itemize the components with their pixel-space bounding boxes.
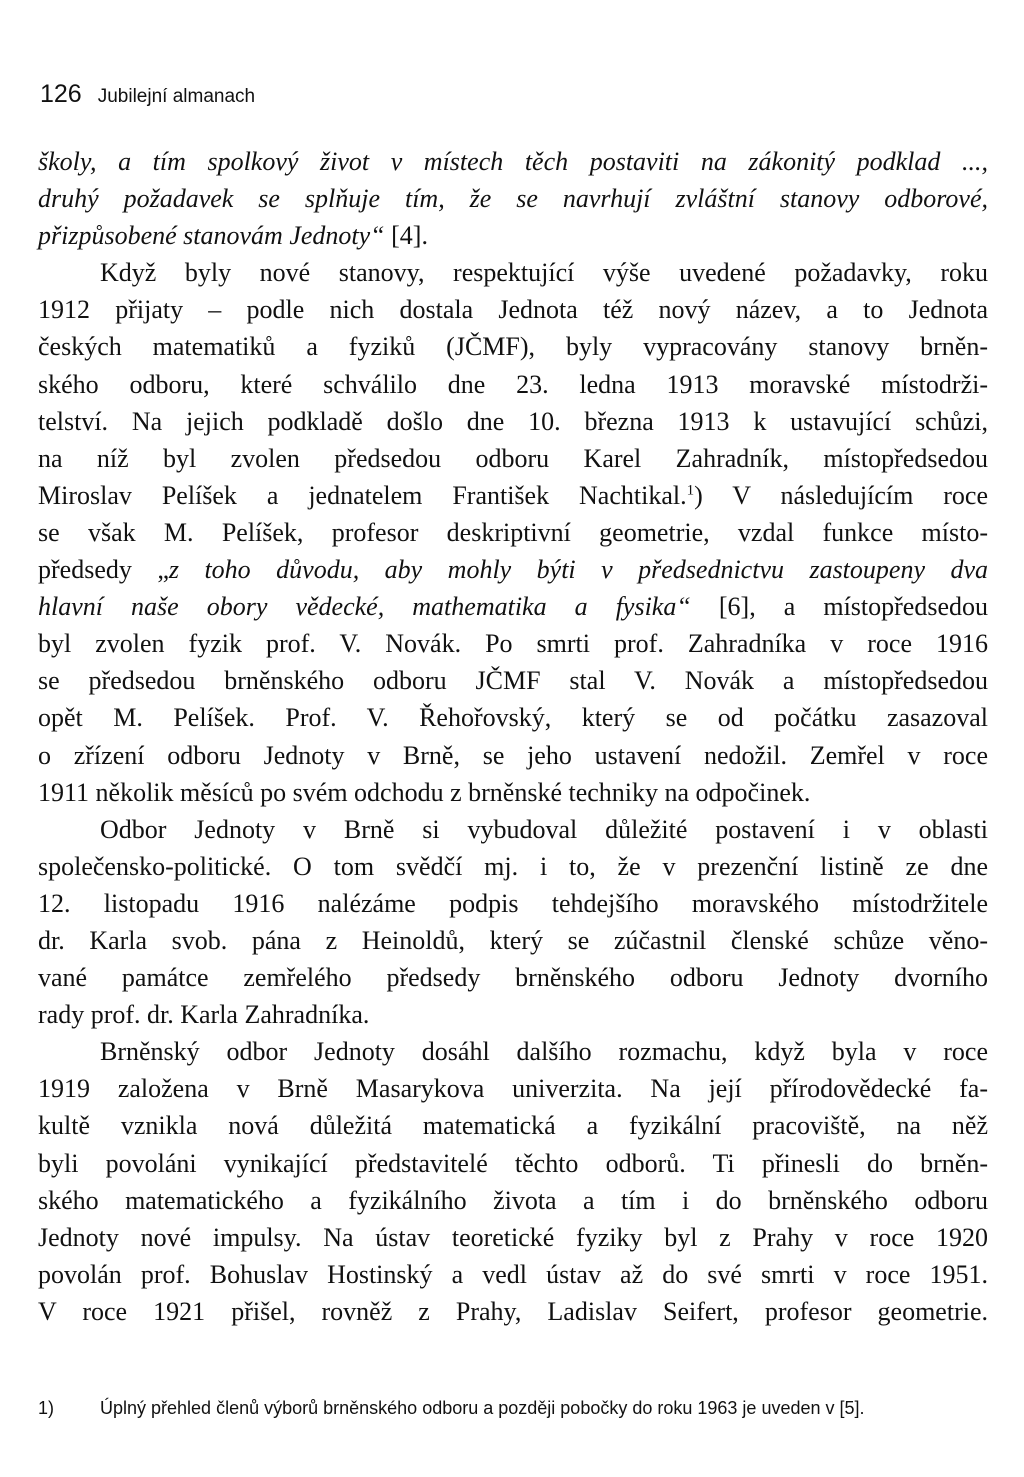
paragraph-start-line: Brněnský odbor Jednoty dosáhl dalšího rozmachu, když byla v roce [100,1037,988,1067]
footnote [38,1398,988,1419]
quote-text: druhý požadavek se splňuje tím, že se navrhují zvláštní stanovy odborové, [38,184,988,214]
text-line: společensko-politické. O tom svědčí mj. i to, že v prezenční listině ze dne [38,851,988,881]
quote-text: školy, a tím spolkový život v místech těch postaviti na zákonitý podklad ..., [38,147,988,176]
text-line: rady prof. dr. Karla Zahradníka. [38,1000,370,1030]
text-line: vané památce zemřelého předsedy brněnského odboru Jednoty dvorního [38,963,988,993]
text-line [38,180,988,217]
text-line: se však M. Pelíšek, profesor deskriptivní geometrie, vzdal funkce místo- [38,517,988,547]
text-segment: [6], a místopředsedou [690,592,988,622]
text-line [38,551,988,588]
text-line: 12. listopadu 1916 nalézáme podpis tehdejšího moravského místodržitele [38,888,988,918]
text-line: byli povoláni vynikající představitelé těchto odborů. Ti přinesli do brněn- [38,1148,988,1178]
text-line: kultě vznikla nová důležitá matematická a fyzikální pracoviště, na něž [38,1111,988,1141]
text-line: dr. Karla svob. pána z Heinoldů, který se zúčastnil členské schůze věno- [38,925,988,955]
text-line: byl zvolen fyzik prof. V. Novák. Po smrti prof. Zahradníka v roce 1916 [38,629,988,659]
running-title: Jubilejní almanach [97,86,256,107]
text-line [38,588,988,625]
text-segment: Miroslav Pelíšek a jednatelem František Nachtikal. [38,480,687,510]
text-line: telství. Na jejich podkladě došlo dne 10. března 1913 k ustavující schůzi, [38,406,988,436]
text-line: ského matematického a fyzikálního života a tím i do brněnského odboru [38,1185,988,1215]
text-line [38,217,988,254]
main-text [38,143,988,1330]
text-line: opět M. Pelíšek. Prof. V. Řehořovský, který se od počátku zasazoval [38,703,988,733]
footnote-text: Úplný přehled členů výborů brněnského odboru a později pobočky do roku 1963 je uveden v [5]. [100,1398,865,1418]
quote-text: hlavní naše obory vědecké, mathematika a fysika“ [38,592,691,622]
paragraph-start-line: Odbor Jednoty v Brně si vybudoval důležité postavení i v oblasti [100,814,988,844]
text-line [38,477,988,514]
text-line: o zřízení odboru Jednoty v Brně, se jeho ustavení nedožil. Zemřel v roce [38,740,988,770]
text-line: Jednoty nové impulsy. Na ústav teoretické fyziky byl z Prahy v roce 1920 [38,1222,988,1252]
text-line: ského odboru, které schválilo dne 23. ledna 1913 moravské místodrži- [38,369,988,399]
text-line: povolán prof. Bohuslav Hostinský a vedl ústav až do své smrti v roce 1951. [38,1259,988,1289]
text-line: na níž byl zvolen předsedou odboru Karel Zahradník, místopředsedou [38,443,988,473]
text-line [38,143,988,180]
footnote-ref: 1 [686,482,695,499]
text-segment: předsedy „ [38,555,169,585]
footnote-marker: 1) [38,1398,55,1418]
page-header [40,80,255,109]
text-line: českých matematiků a fyziků (JČMF), byly vypracovány stanovy brněn- [38,332,988,362]
text-line: se předsedou brněnského odboru JČMF stal V. Novák a místopředsedou [38,666,988,696]
text-line: V roce 1921 přišel, rovněž z Prahy, Ladislav Seifert, profesor geometrie. [38,1296,988,1326]
quote-text: z toho důvodu, aby mohly býti v předsednictvu zastoupeny dva [168,555,988,585]
quote-text: přizpůsobené stanovám Jednoty“ [38,221,385,251]
text-line: 1911 několik měsíců po svém odchodu z brněnské techniky na odpočinek. [38,777,811,807]
paragraph-start-line: Když byly nové stanovy, respektující výše uvedené požadavky, roku [100,258,988,288]
text-segment: ) V následujícím roce [694,480,988,510]
citation: [4]. [384,221,428,251]
text-line: 1912 přijaty – podle nich dostala Jednota též nový název, a to Jednota [38,295,988,325]
text-line: 1919 založena v Brně Masarykova univerzita. Na její přírodovědecké fa- [38,1074,988,1104]
page-number: 126 [40,80,82,108]
